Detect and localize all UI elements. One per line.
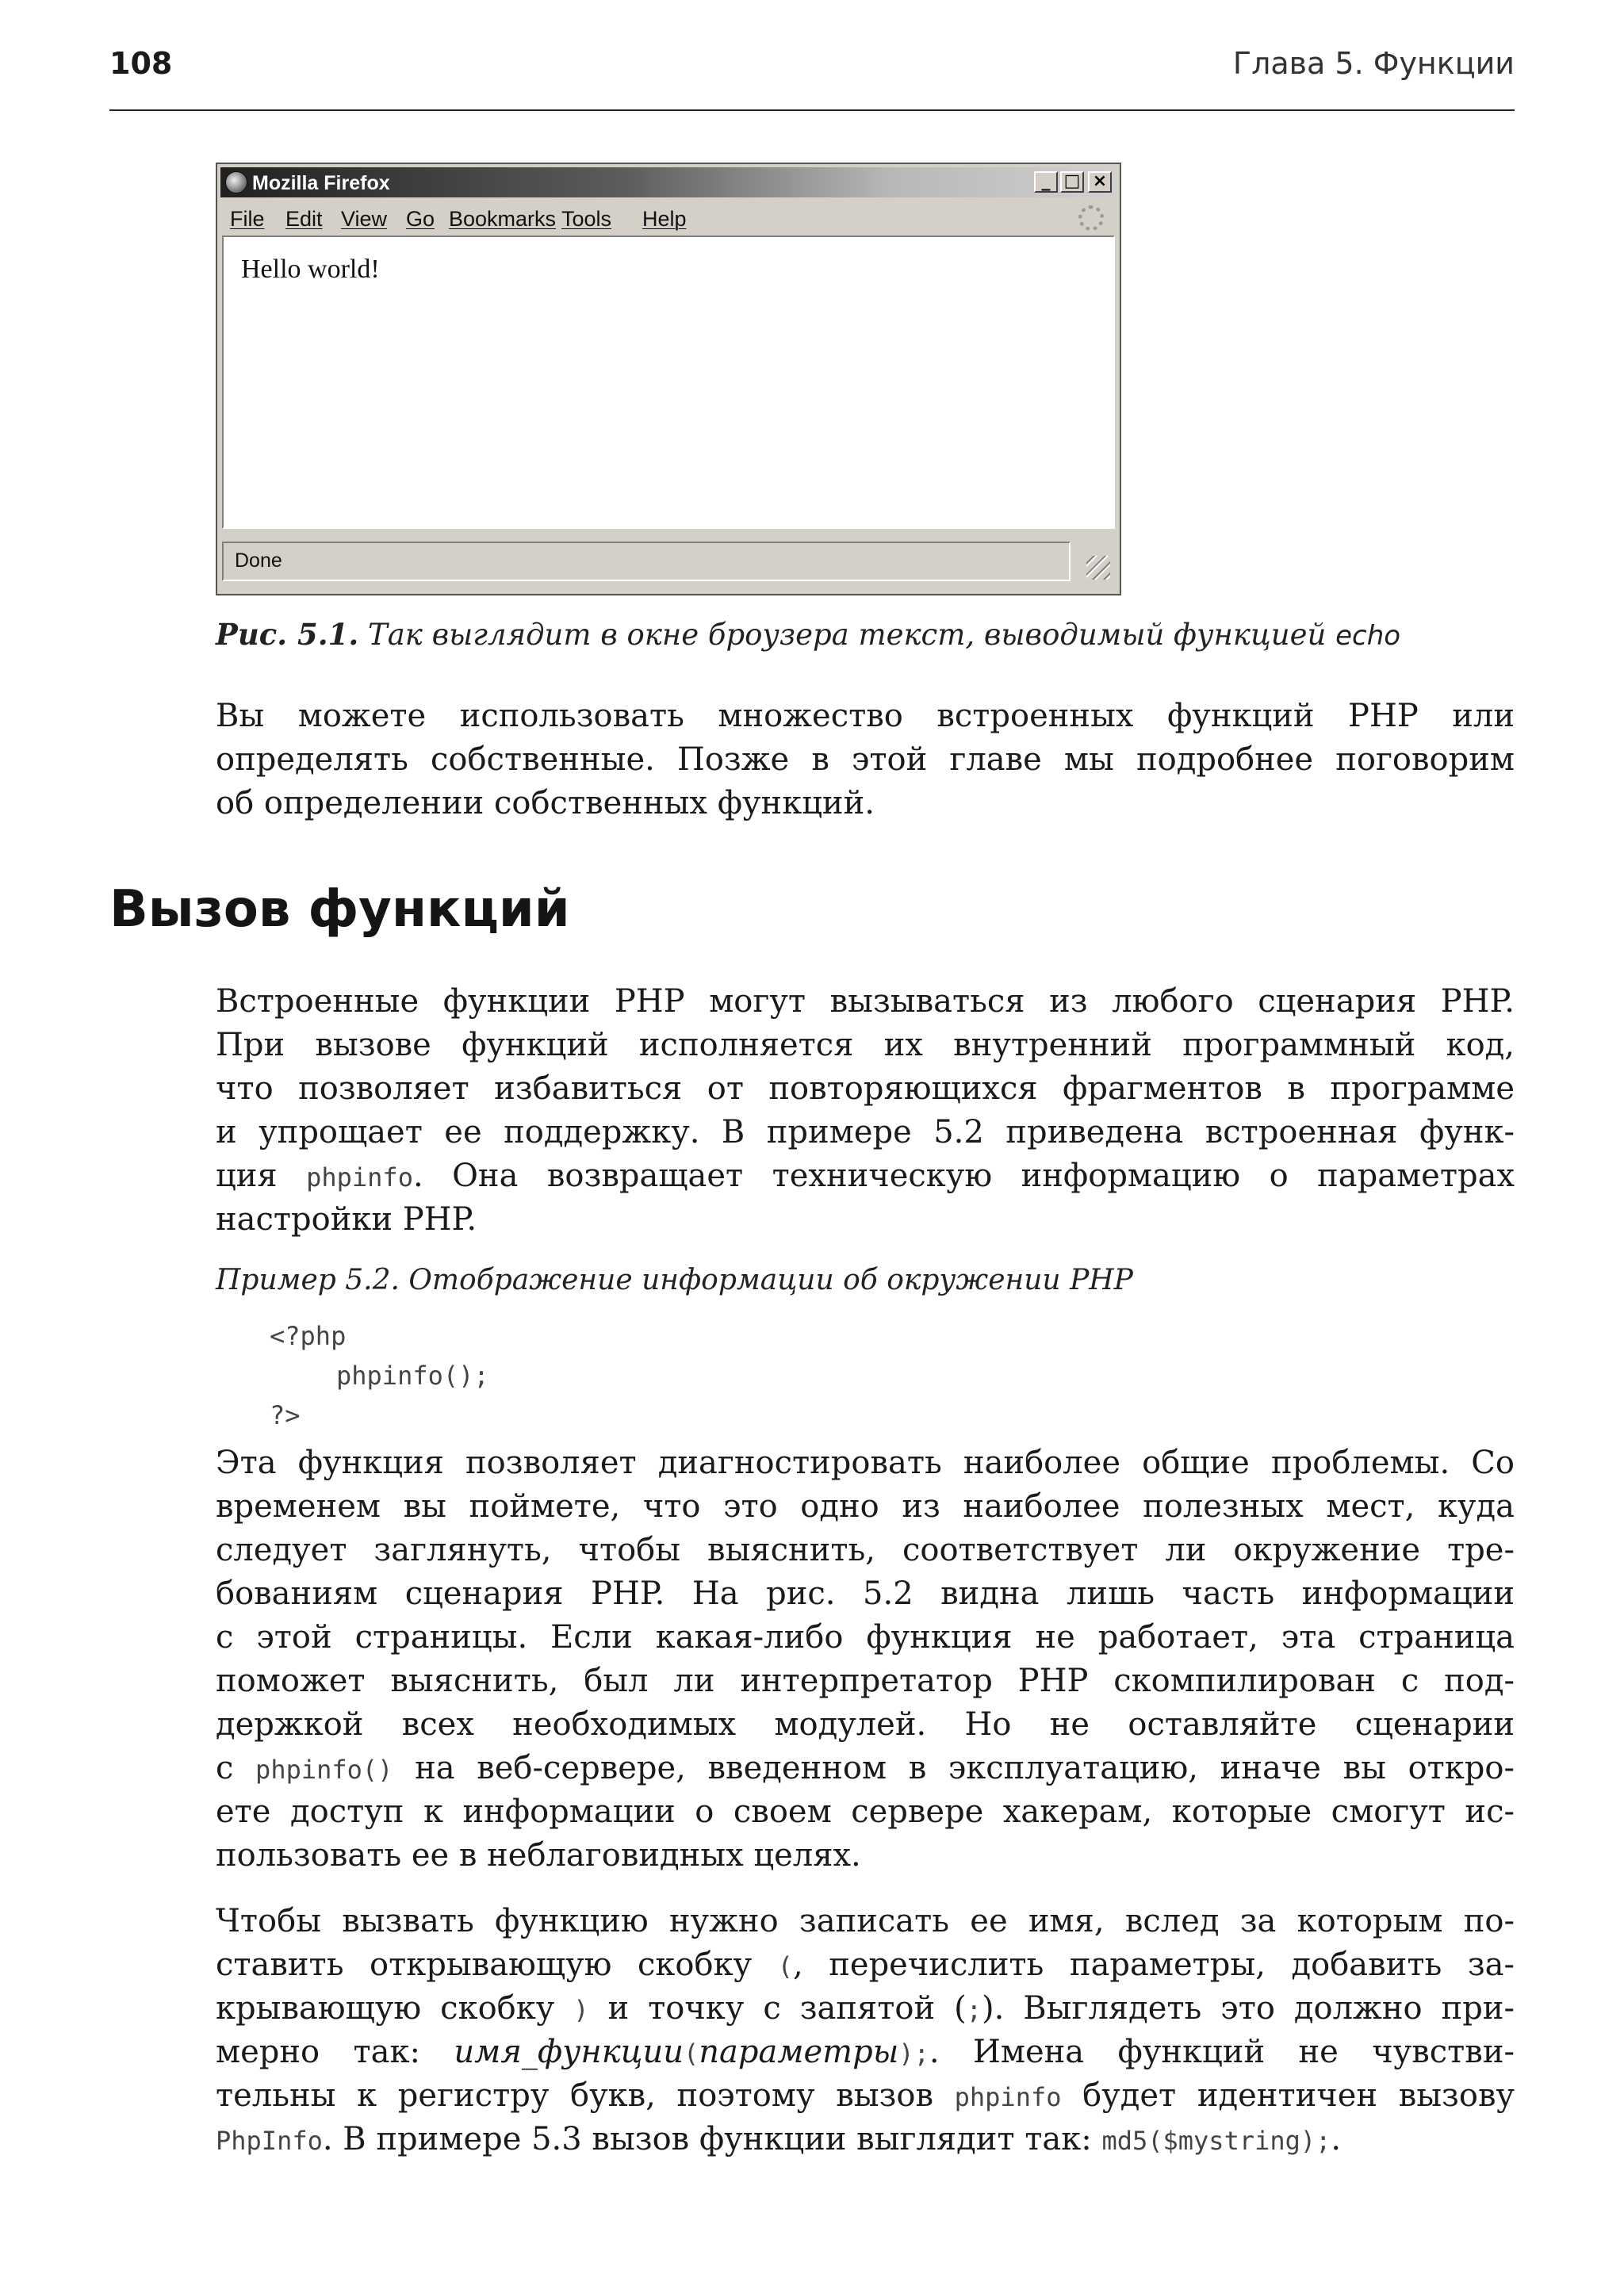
text-fragment: ). Выглядеть это должно при-	[981, 1990, 1515, 2027]
text-line	[216, 2074, 1515, 2119]
italic-fragment: параметры	[699, 2034, 899, 2070]
menu-file[interactable]: File	[230, 207, 265, 231]
menu-bar	[220, 201, 1116, 232]
code-line: ?>	[270, 1400, 301, 1430]
inline-code: phpinfo()	[255, 1755, 393, 1785]
text-line	[216, 1747, 1515, 1792]
text-line: что позволяет избавиться от повторяющихся фрагментов в программе	[216, 1070, 1515, 1107]
text-fragment: тельны к регистру букв, поэтому вызов	[216, 2077, 955, 2114]
menu-tools[interactable]: Tools	[561, 207, 612, 231]
code-line: <?php	[270, 1321, 347, 1351]
menu-view[interactable]: View	[341, 207, 388, 231]
text-line: При вызове функций исполняется их внутренний программный код,	[216, 1027, 1515, 1063]
text-fragment: . В примере 5.3 вызов функции выглядит так:	[322, 2121, 1102, 2157]
text-fragment: на веб-сервере, введенном в эксплуатацию, иначе вы откро-	[393, 1750, 1515, 1786]
caption-code: echo	[1335, 620, 1401, 652]
minimize-button[interactable]: _	[1034, 171, 1058, 193]
text-fragment: .	[1331, 2121, 1342, 2157]
browser-content-area	[222, 235, 1115, 529]
inline-code: phpinfo	[954, 2082, 1062, 2112]
code-block	[270, 1316, 489, 1435]
inline-code: );	[898, 2039, 929, 2069]
text-line: об определении собственных функций.	[216, 785, 875, 821]
inline-code: PhpInfo	[216, 2126, 323, 2156]
text-line: пользовать ее в неблаговидных целях.	[216, 1837, 861, 1874]
text-line: Встроенные функции PHP могут вызываться из любого сценария PHP.	[216, 983, 1515, 1020]
page-number: 108	[109, 46, 173, 81]
inline-code: phpinfo	[306, 1162, 413, 1193]
example-title: Пример 5.2. Отображение информации об окружении PHP	[216, 1264, 1133, 1296]
text-fragment: . Она возвращает техническую информацию о параметрах	[412, 1158, 1515, 1194]
text-line: поможет выяснить, был ли интерпретатор PHP скомпилирован с под-	[216, 1663, 1515, 1699]
maximize-button[interactable]: □	[1060, 171, 1084, 193]
text-line: держкой всех необходимых модулей. Но не оставляйте сценарии	[216, 1706, 1515, 1743]
status-field	[222, 542, 1071, 581]
text-line: следует заглянуть, чтобы выяснить, соответствует ли окружение тре-	[216, 1532, 1515, 1568]
menu-go[interactable]: Go	[406, 207, 435, 231]
text-line: временем вы поймете, что это одно из наиболее полезных мест, куда	[216, 1488, 1515, 1525]
text-line: настройки PHP.	[216, 1201, 477, 1238]
text-line: определять собственные. Позже в этой главе мы подробнее поговорим	[216, 741, 1515, 778]
menu-help[interactable]: Help	[642, 207, 687, 231]
text-line: и упрощает ее поддержку. В примере 5.2 приведена встроенная функ-	[216, 1114, 1515, 1150]
running-header	[109, 46, 1515, 111]
code-line: phpinfo();	[336, 1361, 489, 1391]
figure-caption	[216, 617, 1400, 652]
italic-fragment: имя_функции	[454, 2034, 684, 2070]
text-line	[216, 1154, 1515, 1200]
inline-code: (	[684, 2039, 699, 2069]
text-line: Вы можете использовать множество встроенных функций PHP или	[216, 698, 1515, 734]
text-fragment: ция	[216, 1158, 307, 1194]
text-line	[216, 1987, 1515, 2032]
menu-edit[interactable]: Edit	[285, 207, 323, 231]
text-fragment: . Имена функций не чувстви-	[929, 2034, 1515, 2070]
browser-window-figure	[216, 163, 1121, 595]
caption-text: Так выглядит в окне броузера текст, выводимый функцией	[368, 618, 1327, 652]
text-fragment: , перечислить параметры, добавить за-	[792, 1947, 1515, 1983]
inline-code: )	[573, 1995, 589, 2025]
text-line: ете доступ к информации о своем сервере хакерам, которые смогут ис-	[216, 1794, 1515, 1830]
text-fragment: и точку с запятой (	[588, 1990, 967, 2027]
text-line	[216, 1943, 1515, 1989]
close-button[interactable]: ×	[1088, 171, 1112, 193]
section-heading: Вызов функций	[109, 880, 570, 939]
text-fragment: крывающую скобку	[216, 1990, 574, 2027]
inline-code: md5($mystring);	[1101, 2126, 1331, 2156]
text-line: с этой страницы. Если какая-либо функция не работает, эта страница	[216, 1619, 1515, 1656]
text-line: Чтобы вызвать функцию нужно записать ее имя, вслед за которым по-	[216, 1903, 1515, 1939]
window-title: Mozilla Firefox	[252, 172, 390, 194]
text-line	[216, 2031, 1515, 2076]
inline-code: (	[777, 1951, 793, 1981]
window-titlebar	[220, 167, 1116, 197]
text-fragment: мерно так:	[216, 2034, 454, 2070]
resize-grip-icon[interactable]	[1086, 556, 1110, 580]
status-text: Done	[235, 549, 282, 572]
text-line	[216, 2118, 1515, 2163]
caption-number: Рис. 5.1.	[216, 617, 359, 652]
text-line: Эта функция позволяет диагностировать наиболее общие проблемы. Со	[216, 1445, 1515, 1481]
chapter-title: Глава 5. Функции	[1232, 46, 1515, 81]
text-line: бованиям сценария PHP. На рис. 5.2 видна лишь часть информации	[216, 1575, 1515, 1612]
firefox-icon	[225, 171, 247, 193]
text-fragment: с	[216, 1750, 256, 1786]
inline-code: ;	[966, 1995, 982, 2025]
menu-bookmarks[interactable]: Bookmarks	[449, 207, 557, 231]
text-fragment: ставить открывающую скобку	[216, 1947, 778, 1983]
status-bar	[222, 535, 1115, 586]
text-fragment: будет идентичен вызову	[1061, 2077, 1515, 2114]
throbber-icon	[1078, 205, 1104, 231]
hello-world-text: Hello world!	[241, 255, 380, 284]
